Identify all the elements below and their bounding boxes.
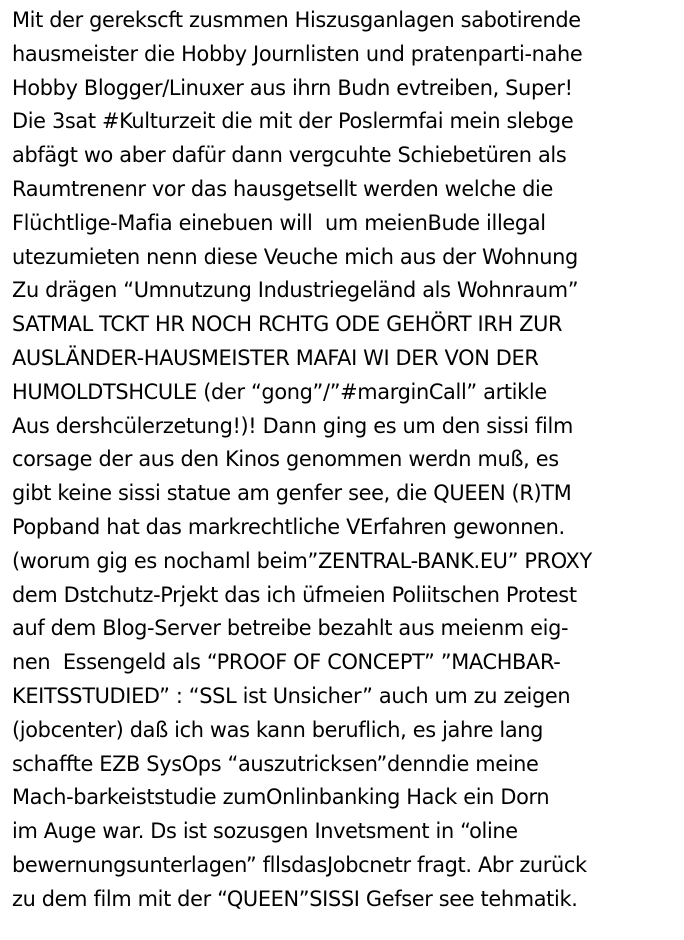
text-line: Mit der gerekscft zusmmen Hiszusganlagen sabotirende bbox=[12, 8, 581, 32]
text-line: Aus dershcülerzetung!)! Dann ging es um den sissi film bbox=[12, 413, 573, 438]
text-line: dem Dstchutz-Prjekt das ich üfmeien Poliitschen Protest bbox=[12, 582, 577, 607]
text-line: nen Essengeld als “PROOF OF CONCEPT” ”MACHBAR- bbox=[12, 650, 561, 675]
text-line: Popband hat das markrechtliche VErfahren gewonnen. bbox=[12, 514, 565, 539]
text-line: auf dem Blog-Server betreibe bezahlt aus meienm eig- bbox=[12, 616, 569, 641]
text-line: (worum gig es nochaml beim”ZENTRAL-BANK.EU” PROXY bbox=[12, 548, 592, 573]
text-line: im Auge war. Ds ist sozusgen Invetsment in “oline bbox=[12, 819, 518, 844]
body-text bbox=[12, 4, 680, 917]
text-line: hausmeister die Hobby Journlisten und pratenparti-nahe bbox=[12, 41, 583, 66]
text-line: Zu drägen “Umnutzung Industriegeländ als Wohnraum” bbox=[12, 278, 579, 303]
text-line: zu dem film mit der “QUEEN”SISSI Gefser see tehmatik. bbox=[12, 886, 578, 911]
text-line: corsage der aus den Kinos genommen werdn muß, es bbox=[12, 447, 559, 472]
text-line: schaffte EZB SysOps “auszutricksen”denndie meine bbox=[12, 751, 539, 776]
text-line: SATMAL TCKT HR NOCH RCHTG ODE GEHÖRT IRH ZUR bbox=[12, 312, 563, 337]
text-line: bewernungsunterlagen” fllsdasJobcnetr fragt. Abr zurück bbox=[12, 852, 587, 877]
text-line: (jobcenter) daß ich was kann beruflich, es jahre lang bbox=[12, 717, 544, 742]
text-line: HUMOLDTSHCULE (der “gong”/”#marginCall” artikle bbox=[12, 379, 547, 404]
text-line: KEITSSTUDIED” : “SSL ist Unsicher” auch um zu zeigen bbox=[12, 683, 571, 708]
text-line: Die 3sat #Kulturzeit die mit der Poslermfai mein slebge bbox=[12, 109, 574, 134]
text-line: Flüchtlige-Mafia einebuen will um meienBude illegal bbox=[12, 210, 546, 235]
text-line: AUSLÄNDER-HAUSMEISTER MAFAI WI DER VON DER bbox=[12, 345, 539, 370]
text-line: utezumieten nenn diese Veuche mich aus der Wohnung bbox=[12, 244, 578, 269]
text-line: Hobby Blogger/Linuxer aus ihrn Budn evtreiben, Super! bbox=[12, 75, 573, 100]
text-line: gibt keine sissi statue am genfer see, die QUEEN (R)TM bbox=[12, 481, 572, 506]
text-line: abfägt wo aber dafür dann vergcuhte Schiebetüren als bbox=[12, 143, 567, 168]
text-line: Mach-barkeiststudie zumOnlinbanking Hack ein Dorn bbox=[12, 785, 550, 810]
text-line: Raumtrenenr vor das hausgetsellt werden welche die bbox=[12, 176, 554, 201]
